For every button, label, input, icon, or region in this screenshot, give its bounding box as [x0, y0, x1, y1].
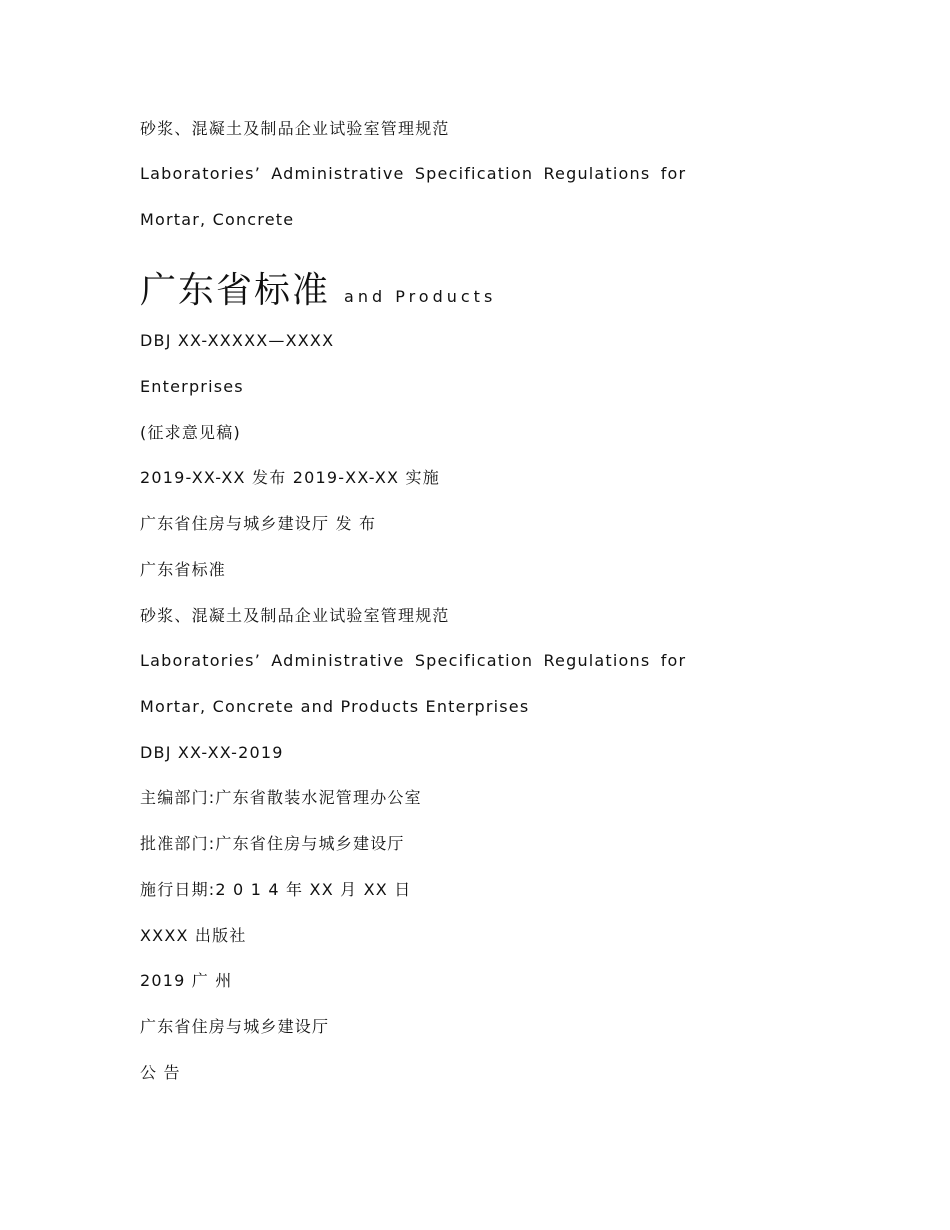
standard-label: 广东省标准 — [140, 560, 227, 579]
year-place: 2019 广 州 — [140, 971, 233, 990]
title-en-repeat-line-1: Laboratories’ Administrative Specification Regulations for — [140, 651, 687, 670]
approval-dept: 批准部门:广东省住房与城乡建设厅 — [140, 834, 405, 853]
title-en-line-1: Laboratories’ Administrative Specification Regulations for — [140, 164, 687, 183]
press-name: XXXX 出版社 — [140, 926, 247, 945]
announcing-dept: 广东省住房与城乡建设厅 — [140, 1017, 330, 1036]
standard-heading-en: and Products — [344, 287, 497, 306]
draft-note: (征求意见稿) — [140, 423, 241, 442]
announcement-heading: 公 告 — [140, 1063, 181, 1082]
title-en-repeat-line-2: Mortar, Concrete and Products Enterprises — [140, 697, 530, 716]
title-cn-repeat: 砂浆、混凝土及制品企业试验室管理规范 — [140, 606, 450, 625]
publish-dates: 2019-XX-XX 发布 2019-XX-XX 实施 — [140, 468, 440, 487]
chief-editor-dept: 主编部门:广东省散装水泥管理办公室 — [140, 788, 422, 807]
publisher-dept: 广东省住房与城乡建设厅 发 布 — [140, 514, 377, 533]
effective-date: 施行日期:2 0 1 4 年 XX 月 XX 日 — [140, 880, 412, 899]
title-en-line-3: Enterprises — [140, 377, 244, 396]
standard-heading-cn: 广东省标准 — [140, 270, 331, 311]
standard-heading — [140, 262, 496, 313]
title-cn: 砂浆、混凝土及制品企业试验室管理规范 — [140, 119, 450, 138]
standard-number-repeat: DBJ XX-XX-2019 — [140, 743, 284, 762]
standard-number: DBJ XX-XXXXX—XXXX — [140, 331, 335, 350]
title-en-line-2: Mortar, Concrete — [140, 210, 295, 229]
